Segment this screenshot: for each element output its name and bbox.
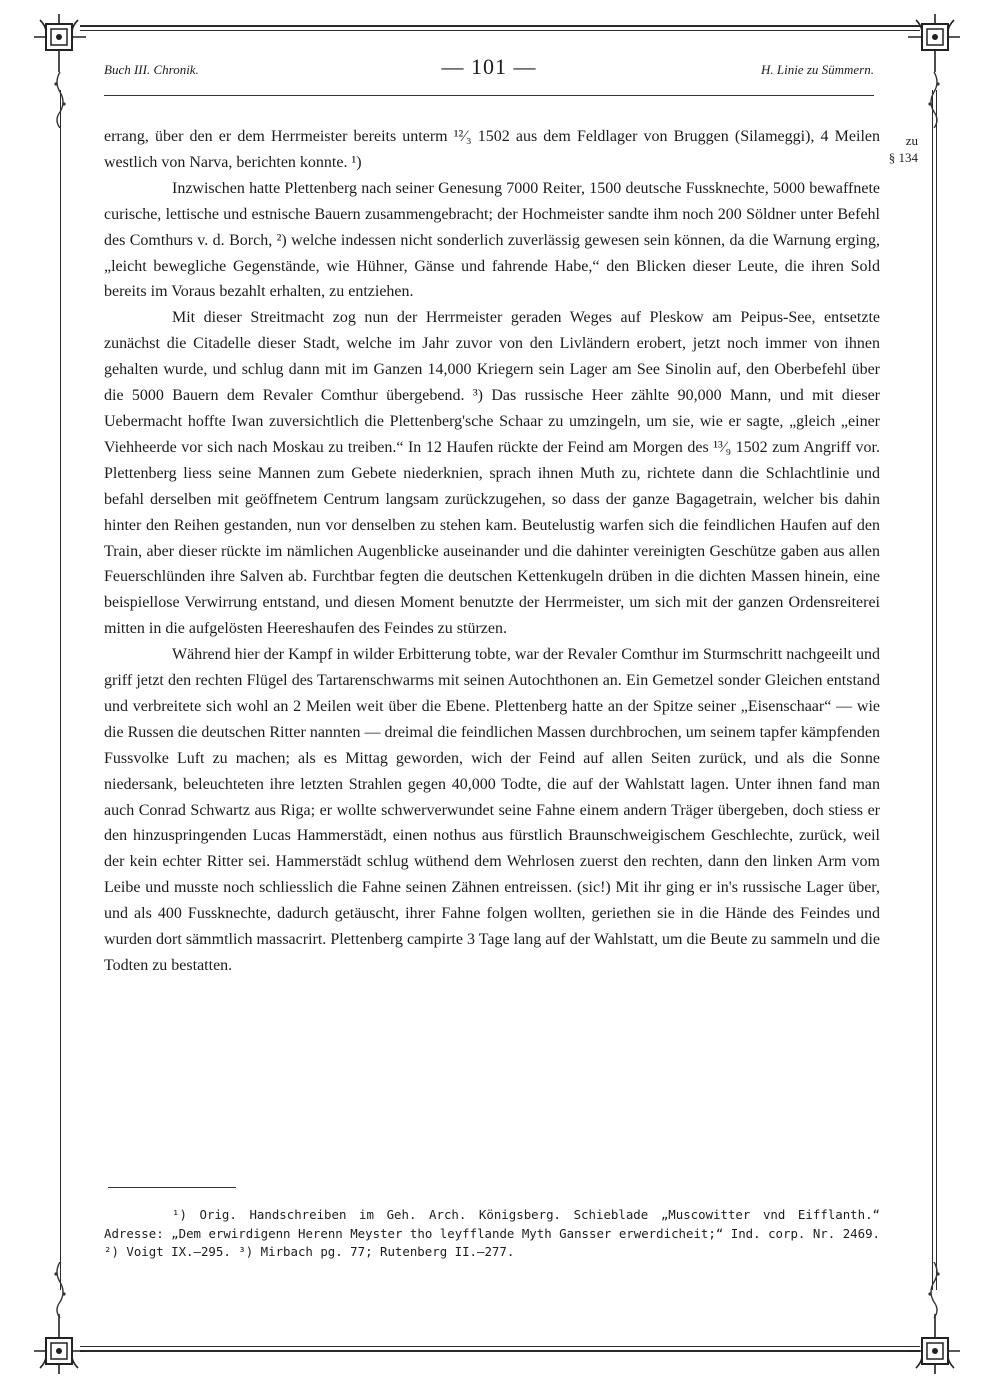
marginal-note xyxy=(878,132,918,166)
header-section-title: H. Linie zu Sümmern. xyxy=(760,62,874,77)
frame-right-line xyxy=(932,90,933,1290)
frame-left-line xyxy=(60,90,61,1290)
marginal-note-line-2: § 134 xyxy=(888,150,918,165)
header-book-title: Buch III. Chronik. xyxy=(104,62,199,77)
running-header xyxy=(104,54,874,84)
marginal-note-line-1: zu xyxy=(905,133,918,148)
corner-ornament-bottom-right-icon xyxy=(906,1314,964,1376)
vine-ornament-right-bottom-icon xyxy=(927,1262,941,1318)
corner-ornament-bottom-left-icon xyxy=(30,1314,88,1376)
vine-ornament-right-top-icon xyxy=(927,72,941,128)
corner-ornament-top-right-icon xyxy=(906,12,964,74)
paragraph-2: Inzwischen hatte Plettenberg nach seiner Genesung 7000 Reiter, 1500 deutsche Fussknechte, 5000 bewaffnete curische, lettische und estnische Bauern zusammengebracht; der Hochmeister sandte ihm noch 200 Söldner unter Befehl des Comthurs v. d. Borch, ²) welche indessen nicht sonderlich zuverlässig gewesen sein können, da die Warnung erging, „leicht bewegliche Gegenstände, wie Hühner, Gänse und fahrende Habe,“ den Blicken dieser Leute, die ihren Sold bereits im Voraus bezahlt erhalten, zu entziehen. xyxy=(104,179,880,301)
frame-bottom-line xyxy=(80,1350,920,1352)
paragraph-1: errang, über den er dem Herrmeister bereits unterm ¹²⁄₃ 1502 aus dem Feldlager von Bruggen (Silameggi), 4 Meilen westlich von Narva, berichten konnte. ¹) xyxy=(104,128,880,171)
frame-right-line-inner xyxy=(936,90,937,1290)
footnote-rule xyxy=(108,1187,236,1188)
page-number: — 101 — xyxy=(441,54,537,79)
vine-ornament-left-bottom-icon xyxy=(53,1262,67,1318)
paragraph-3: Mit dieser Streitmacht zog nun der Herrmeister geraden Weges auf Pleskow am Peipus-See, entsetzte zunächst die Citadelle dieser Stadt, welche im Jahr zuvor von den Livländern erobert, jetzt noch immer von ihnen gehalten wurde, und schlug dann mit im Ganzen 14,000 Kriegern sein Lager am See Sinolin auf, den Oberbefehl über die 5000 Bauern dem Revaler Comthur übergebend. ³) Das russische Heer zählte 90,000 Mann, und mit dieser Uebermacht hoffte Iwan zuversichtlich die Plettenberg'sche Schaar zu umzingeln, um sie, wie er sagte, „gleich „einer Viehheerde vor sich nach Moskau zu treiben.“ In 12 Haufen rückte der Feind am Morgen des ¹³⁄₉ 1502 zum Angriff vor. Plettenberg liess seine Mannen zum Gebete niederknien, sprach ihnen Muth zu, richtete dann die Schlachtlinie und befahl derselben mit geöffnetem Centrum langsam zurückzugehen, so dass der ganze Bagagetrain, welcher bis dahin hinter den Reihen gestanden, nun vor denselben zu stehen kam. Beutelustig warfen sich die feindlichen Haufen auf den Train, aber dieser rückte im nämlichen Augenblicke auseinander und die dahinter vereinigten Geschütze gaben aus allen Feuerschlünden ihre Salven ab. Furchtbar fegten die deutschen Kettenkugeln drüben in die dichten Massen hinein, eine beispiellose Verwirrung entstand, und diesen Moment benutzte der Herrmeister, um sich mit der ganzen Ordensreiterei mitten in die aufgelösten Heereshaufen des Feindes zu stürzen. xyxy=(104,309,880,638)
frame-top-line xyxy=(80,25,920,27)
paragraph-4: Während hier der Kampf in wilder Erbitterung tobte, war der Revaler Comthur im Sturmschritt nachgeeilt und griff jetzt den rechten Flügel des Tartarenschwarms mit seinen Autochthonen an. Ein Gemetzel sonder Gleichen entstand und verbreitete sich wohl an 2 Meilen weit über die Ebene. Plettenberg hatte an der Spitze seiner „Eisenschaar“ — wie die Russen die deutschen Ritter nannten — dreimal die feindlichen Massen durchbrochen, um seinem tapfer kämpfenden Fussvolke Luft zu machen; als es Mittag geworden, wich der Feind auf allen Seiten zurück, und als die Sonne niedersank, beleuchteten ihre letzten Strahlen gegen 40,000 Todte, die auf der Wahlstatt lagen. Unter ihnen fand man auch Conrad Schwartz aus Riga; er wollte schwerverwundet seine Fahne einem andern Träger übergeben, doch stiess er den hinzuspringenden Lucas Hammerstädt, einen nothus aus fürstlich Braunschweigischem Geschlechte, zurück, weil der kein echter Ritter sei. Hammerstädt schlug wüthend dem Wehrlosen zuerst den rechten, dann den linken Arm vom Leibe und musste noch schliesslich die Fahne seinen Zähnen entreissen. (sic!) Mit ihr ging er in's russische Lager über, und als 400 Fussknechte, dadurch getäuscht, ihrer Fahne folgen wollten, geriethen sie in die Hände des Feindes und wurden dort sämmtlich massacrirt. Plettenberg campirte 3 Tage lang auf der Wahlstatt, um die Beute zu sammeln und die Todten zu bestatten. xyxy=(104,646,880,974)
corner-ornament-top-left-icon xyxy=(30,12,88,74)
footnotes xyxy=(104,1206,880,1262)
footnote-text: ¹) Orig. Handschreiben im Geh. Arch. Königsberg. Schieblade „Muscowitter vnd Eifflanth.“ Adresse: „Dem erwirdigenn Herenn Meyster tho leyfflande Myth Gansser erwerdicheit;“ Ind. corp. Nr. 2469. ²) Voigt IX.—295. ³) Mirbach pg. 77; Rutenberg II.—277. xyxy=(104,1207,880,1259)
frame-top-line-inner xyxy=(80,30,920,31)
frame-bottom-line-inner xyxy=(80,1346,920,1347)
main-text xyxy=(104,124,880,979)
header-rule xyxy=(104,95,874,96)
vine-ornament-left-top-icon xyxy=(53,72,67,128)
